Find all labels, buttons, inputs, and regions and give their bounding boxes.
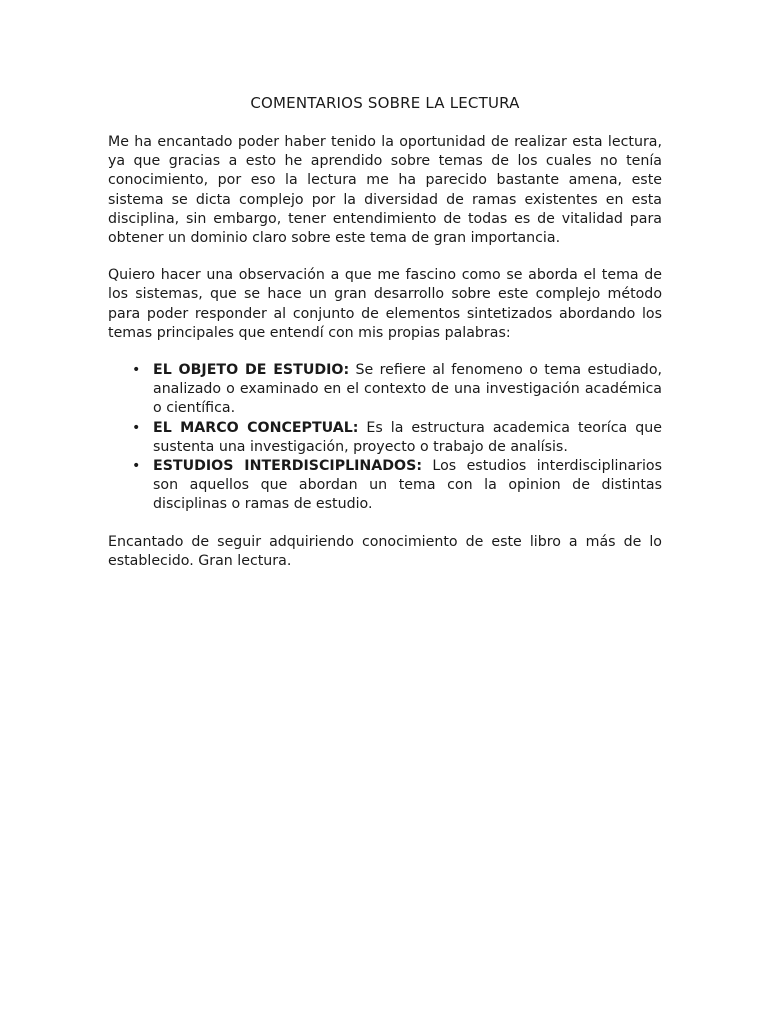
bullet-icon: • (132, 419, 141, 436)
list-item-text: Los estudios interdisciplinarios son aquellos que abordan un tema con la opinion de distintas disciplinas o ramas de estudio. (153, 458, 663, 513)
document-title: COMENTARIOS SOBRE LA LECTURA (250, 94, 520, 112)
list-item-term: EL OBJETO DE ESTUDIO: (153, 362, 350, 379)
bullet-icon: • (132, 362, 141, 379)
document-page (108, 93, 662, 571)
intro-paragraph: Me ha encantado poder haber tenido la oportunidad de realizar esta lectura, ya que gracias a esto he aprendido sobre temas de los cuales no tenía conocimiento, por eso la lectura me ha parecido bastante amena, este sistema se dicta complejo por la diversidad de ramas existentes en esta disciplina, sin embargo, tener entendimiento de todas es de vitalidad para obtener un dominio claro sobre este tema de gran importancia. (108, 134, 662, 247)
list-item-text: Se refiere al fenomeno o tema estudiado, analizado o examinado en el contexto de una investigación académica o científica. (153, 362, 663, 417)
list-item (132, 361, 663, 419)
observation-paragraph: Quiero hacer una observación a que me fascino como se aborda el tema de los sistemas, que se hace un gran desarrollo sobre este complejo método para poder responder al conjunto de elementos sintetizados abordando los temas principales que entendí con mis propias palabras: (108, 267, 662, 341)
list-item-term: EL MARCO CONCEPTUAL: (153, 419, 359, 436)
list-item (132, 457, 663, 515)
list-item (132, 419, 662, 457)
list-item-text: Es la estructura academica teoríca que sustenta una investigación, proyecto o trabajo de analísis. (153, 419, 662, 455)
list-item-term: ESTUDIOS INTERDISCIPLINADOS: (153, 458, 423, 475)
concept-list (108, 361, 662, 515)
closing-paragraph: Encantado de seguir adquiriendo conocimiento de este libro a más de lo establecido. Gran lectura. (108, 533, 662, 569)
bullet-icon: • (132, 458, 141, 475)
